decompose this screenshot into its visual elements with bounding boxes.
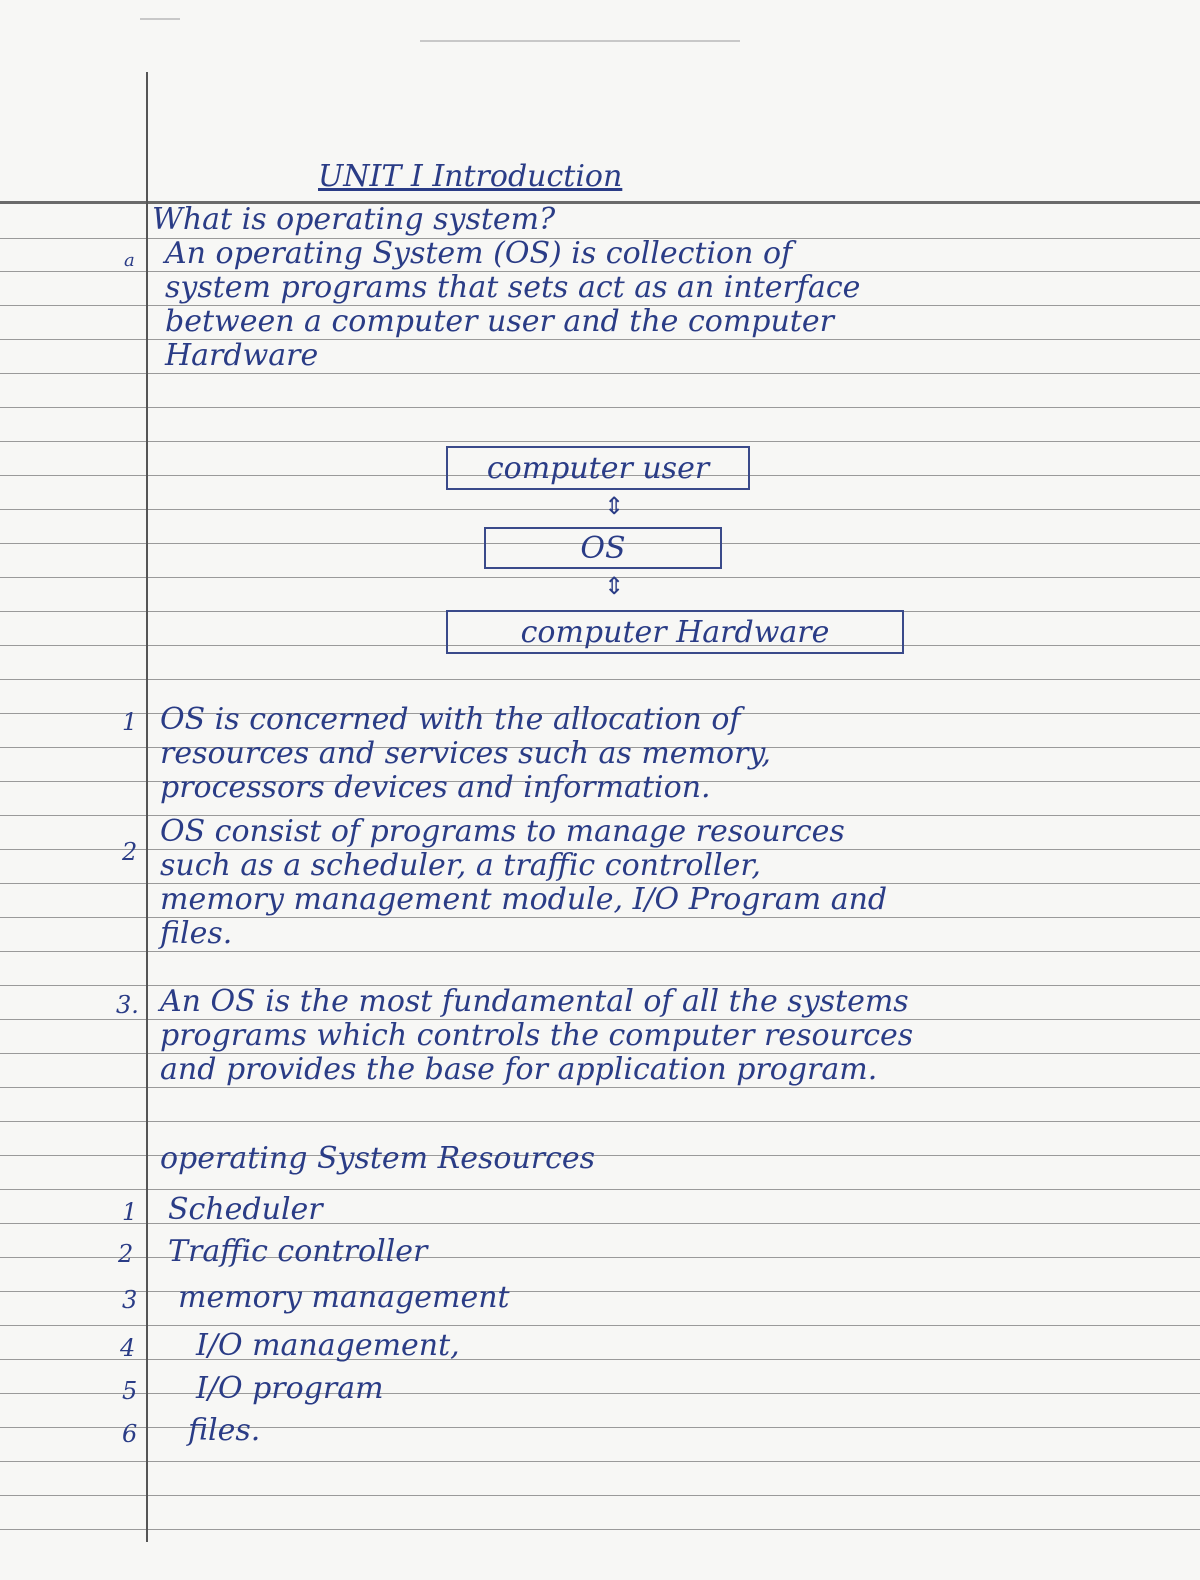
- ruled-line: [0, 1529, 1200, 1530]
- resource-number: 5: [122, 1377, 138, 1405]
- point-line: An OS is the most fundamental of all the systems: [160, 984, 909, 1019]
- point-number: 2: [122, 838, 138, 866]
- definition-line: system programs that sets act as an interface: [165, 270, 861, 305]
- point-line: and provides the base for application program.: [160, 1052, 878, 1087]
- ruled-line: [0, 1427, 1200, 1428]
- resource-item: I/O management,: [196, 1328, 460, 1363]
- ruled-line: [0, 1393, 1200, 1394]
- ruled-line: [0, 1189, 1200, 1190]
- ruled-line: [0, 679, 1200, 680]
- definition-marker: a: [124, 250, 135, 271]
- point-line: files.: [160, 916, 233, 951]
- resource-item: Traffic controller: [168, 1234, 428, 1269]
- ruled-line: [0, 509, 1200, 510]
- ruled-line: [0, 373, 1200, 374]
- diagram-box-computer-hardware: computer Hardware: [446, 610, 904, 654]
- page-title: UNIT I Introduction: [318, 159, 623, 194]
- diagram-box-computer-user: computer user: [446, 446, 750, 490]
- ruled-line: [0, 1359, 1200, 1360]
- scan-smudge: [140, 18, 180, 20]
- scan-smudge: [420, 40, 740, 42]
- point-line: OS consist of programs to manage resources: [160, 814, 845, 849]
- definition-line: An operating System (OS) is collection of: [165, 236, 793, 271]
- resource-number: 3: [122, 1286, 138, 1314]
- resource-number: 1: [122, 1198, 138, 1226]
- point-line: such as a scheduler, a traffic controller,: [160, 848, 761, 883]
- resources-heading: operating System Resources: [160, 1141, 596, 1176]
- point-number: 3.: [116, 991, 139, 1019]
- resource-number: 2: [118, 1240, 134, 1268]
- ruled-line: [0, 951, 1200, 952]
- diagram-box-os: OS: [484, 527, 722, 569]
- resource-item: I/O program: [196, 1371, 384, 1406]
- resource-number: 4: [120, 1334, 136, 1362]
- resource-item: memory management: [178, 1280, 510, 1315]
- ruled-line: [0, 1087, 1200, 1088]
- point-number: 1: [122, 708, 138, 736]
- ruled-line: [0, 1461, 1200, 1462]
- ruled-line: [0, 407, 1200, 408]
- resource-item: Scheduler: [168, 1192, 323, 1227]
- point-line: resources and services such as memory,: [160, 736, 771, 771]
- ruled-line: [0, 1495, 1200, 1496]
- ruled-line: [0, 1325, 1200, 1326]
- point-line: programs which controls the computer resources: [160, 1018, 914, 1053]
- ruled-line: [0, 577, 1200, 578]
- double-arrow-icon: ⇕: [604, 492, 625, 520]
- resource-item: files.: [188, 1413, 261, 1448]
- definition-line: Hardware: [165, 338, 319, 373]
- point-line: OS is concerned with the allocation of: [160, 702, 741, 737]
- resource-number: 6: [122, 1420, 138, 1448]
- point-line: memory management module, I/O Program and: [160, 882, 888, 917]
- point-line: processors devices and information.: [160, 770, 711, 805]
- definition-line: between a computer user and the computer: [165, 304, 834, 339]
- question-heading: What is operating system?: [152, 202, 556, 237]
- double-arrow-icon: ⇕: [604, 572, 625, 600]
- ruled-line: [0, 1121, 1200, 1122]
- margin-line: [146, 72, 148, 1542]
- ruled-line: [0, 441, 1200, 442]
